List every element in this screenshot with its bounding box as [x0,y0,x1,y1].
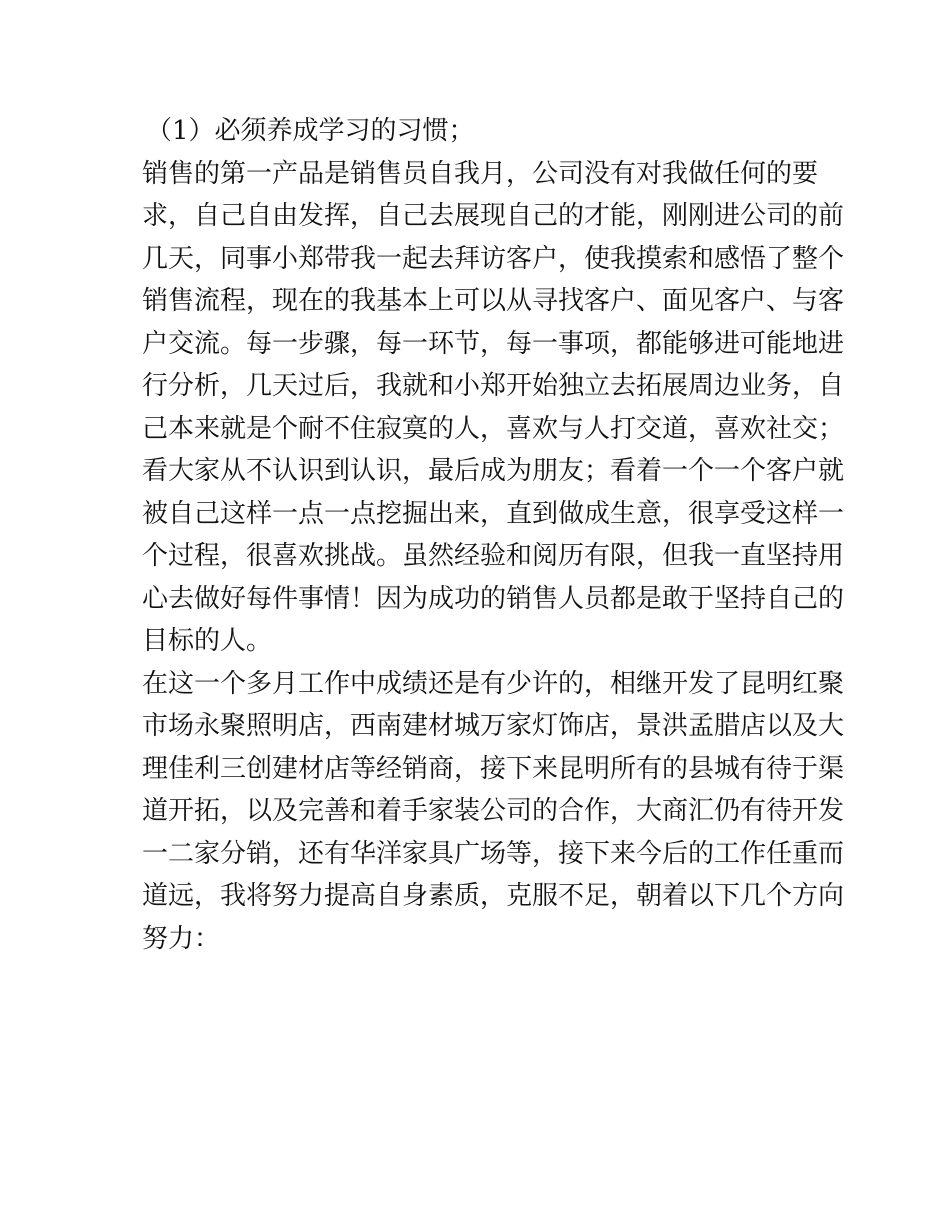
paragraph-line: 市场永聚照明店，西南建材城万家灯饰店，景洪孟腊店以及大 [142,711,845,741]
paragraph-line: 道远，我将努力提高自身素质，克服不足，朝着以下几个方向 [142,881,845,911]
paragraph-line: 被自己这样一点一点挖掘出来，直到做成生意，很享受这样一 [142,498,845,529]
paragraph-line: 目标的人。 [142,626,273,656]
paragraph-line: 个过程，很喜欢挑战。虽然经验和阅历有限，但我一直坚持用 [142,541,845,571]
paragraph-line: 己本来就是个耐不住寂寞的人，喜欢与人打交道，喜欢社交； [142,413,845,444]
paragraph-line: 户交流。每一步骤，每一环节，每一事项，都能够进可能地进 [142,328,845,359]
paragraph-line: 销售流程，现在的我基本上可以从寻找客户、面见客户、与客 [142,286,845,316]
paragraph-line: 几天，同事小郑带我一起去拜访客户，使我摸索和感悟了整个 [142,243,845,274]
paragraph-line: 看大家从不认识到认识，最后成为朋友；看着一个一个客户就 [142,456,845,486]
paragraph-line: 道开拓，以及完善和着手家装公司的合作，大商汇仍有待开发 [142,796,845,826]
paragraph-achievements [142,663,845,961]
paragraph-self-learning [142,153,845,663]
paragraph-line: 努力： [142,923,221,954]
section-heading: （1）必须养成学习的习惯； [146,116,475,146]
paragraph-line: 在这一个多月工作中成绩还是有少许的，相继开发了昆明红聚 [142,668,845,699]
paragraph-line: 理佳利三创建材店等经销商，接下来昆明所有的县城有待于渠 [142,753,845,784]
paragraph-line: 心去做好每件事情！因为成功的销售人员都是敢于坚持自己的 [142,583,845,614]
paragraph-line: 一二家分销，还有华洋家具广场等，接下来今后的工作任重而 [142,838,845,869]
paragraph-line: 销售的第一产品是销售员自我月，公司没有对我做任何的要 [142,158,819,189]
paragraph-line: 行分析，几天过后，我就和小郑开始独立去拓展周边业务，自 [142,371,845,401]
paragraph-line: 求，自己自由发挥，自己去展现自己的才能，刚刚进公司的前 [142,201,845,231]
document-body [142,110,845,960]
